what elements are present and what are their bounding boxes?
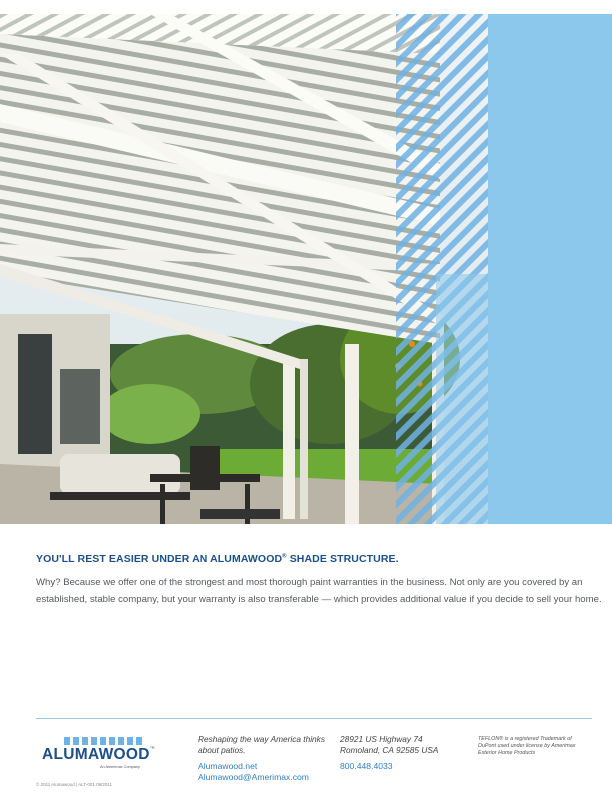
legal-notice: TEFLON® is a registered Trademark of DuPont used under license by Amerimax Exterior Home Products [478, 736, 576, 757]
address-line1: 28921 US Highway 74 [340, 734, 423, 744]
footer-divider [36, 718, 592, 719]
headline-main: YOU'LL REST EASIER UNDER AN ALUMAWOOD [36, 553, 283, 565]
address-line2: Romoland, CA 92585 USA [340, 744, 439, 755]
hero-patio-photo [0, 14, 612, 524]
registered-mark: ® [282, 553, 287, 560]
phone-number[interactable]: 800.448.4033 [340, 761, 393, 771]
logo-tm: ™ [149, 746, 156, 752]
logo-wordmark [42, 746, 155, 764]
copyright-line: © 2011 Alumawood | ALT-001 09/2011 [36, 782, 113, 787]
tagline: Reshaping the way America thinks about patios. [198, 734, 325, 755]
email-link[interactable]: Alumawood@Amerimax.com [198, 771, 309, 782]
alumawood-logo [42, 737, 172, 777]
logo-bars-icon [64, 737, 144, 745]
logo-subtitle: An Amerimax Company [100, 765, 140, 769]
website-link[interactable]: Alumawood.net [198, 761, 258, 771]
footer-tagline-column [198, 734, 348, 782]
patio-cover-illustration [0, 14, 612, 524]
footer-address-column [340, 734, 460, 772]
headline [36, 553, 596, 565]
body-paragraph: Why? Because we offer one of the strongest and most thorough paint warranties in the business. Not only are you covered by an established, stable company, but your warranty is also transferable — which provides additional value if you decide to sell your home. [36, 577, 602, 605]
logo-word-text: ALUMAWOOD [42, 746, 150, 763]
headline-end: SHADE STRUCTURE. [286, 553, 399, 565]
